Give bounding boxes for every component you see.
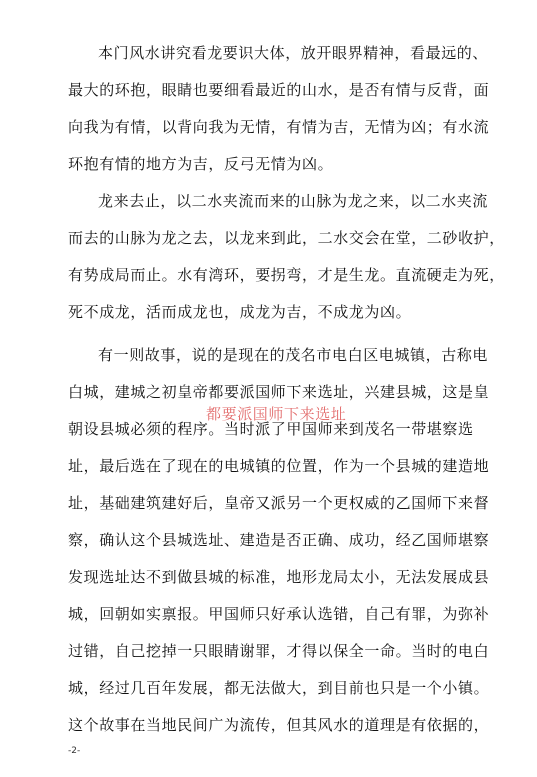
text-line: 址，最后选在了现在的电城镇的位置，作为一个县城的建造地 [68, 457, 490, 475]
text-line: 过错，自己挖掉一只眼睛谢罪，才得以保全一命。当时的电白 [68, 642, 490, 660]
text-line: 城，经过几百年发展，都无法做大，到目前也只是一个小镇。 [68, 679, 490, 697]
text-line: 龙来去止，以二水夹流而来的山脉为龙之来，以二水夹流 [98, 192, 489, 210]
text-line: 址，基础建筑建好后，皇帝又派另一个更权威的乙国师下来督 [68, 494, 490, 512]
text-line: 发现选址达不到做县城的标准，地形龙局太小，无法发展成县 [68, 568, 490, 586]
text-line: 环抱有情的地方为吉，反弓无情为凶。 [68, 155, 334, 173]
text-line: 有势成局而止。水有湾环，要拐弯，才是生龙。直流硬走为死， [68, 266, 505, 284]
text-line: 有一则故事，说的是现在的茂名市电白区电城镇，古称电 [98, 346, 489, 364]
text-line: 而去的山脉为龙之去，以龙来到此，二水交会在堂，二砂收护， [68, 229, 505, 247]
text-line: 城，回朝如实禀报。甲国师只好承认选错，自己有罪，为弥补 [68, 605, 490, 623]
text-line: 本门风水讲究看龙要识大体，放开眼界精神，看最远的、 [98, 44, 489, 62]
text-line: 死不成龙，活而成龙也，成龙为吉，不成龙为凶。 [68, 303, 412, 321]
text-line: 最大的环抱，眼睛也要细看最近的山水，是否有情与反背，面 [68, 81, 490, 99]
text-line: 白城，建城之初皇帝都要派国师下来选址，兴建县城，这是皇 [68, 383, 490, 401]
page-number: -2- [68, 746, 81, 756]
text-line: 这个故事在当地民间广为流传，但其风水的道理是有依据的， [68, 716, 490, 734]
text-line: 察，确认这个县城选址、建造是否正确、成功，经乙国师堪察 [68, 531, 490, 549]
text-line: 向我为有情，以背向我为无情，有情为吉，无情为凶；有水流 [68, 118, 490, 136]
text-line: 朝设县城必须的程序。当时派了甲国师来到茂名一带堪察选 [68, 420, 474, 438]
watermark-text: 都要派国师下来选址 [206, 405, 347, 423]
